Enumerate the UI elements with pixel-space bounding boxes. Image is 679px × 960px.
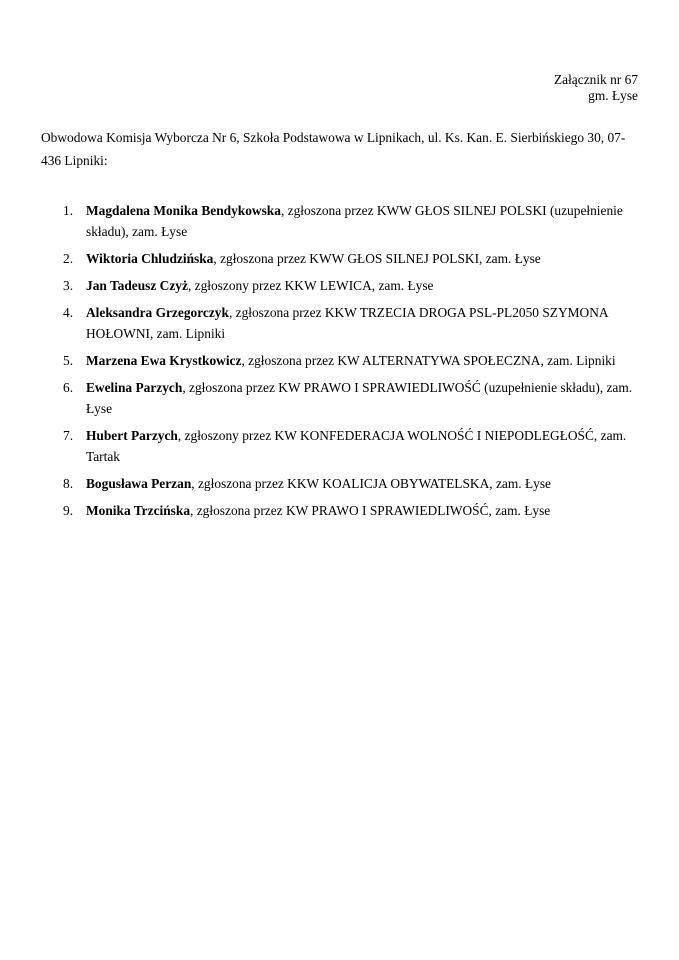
member-details: , zgłoszony przez KKW LEWICA, zam. Łyse [187,278,434,293]
member-name: Hubert Parzych [86,428,178,443]
member-details: , zgłoszona przez KKW TRZECIA DROGA PSL-PL2050 SZYMONA HOŁOWNI, zam. Lipniki [86,305,608,341]
list-item [41,275,641,296]
member-details: , zgłoszona przez KW PRAWO I SPRAWIEDLIWOŚĆ (uzupełnienie składu), zam. Łyse [86,380,633,416]
list-item-number: 3. [63,278,74,293]
member-name: Monika Trzcińska [86,503,191,518]
member-name: Wiktoria Chludzińska [86,251,214,266]
member-details: , zgłoszona przez KW ALTERNATYWA SPOŁECZNA, zam. Lipniki [241,353,616,368]
list-item [41,425,641,467]
municipality-label: gm. Łyse [588,88,638,103]
list-item [41,473,641,494]
list-item-number: 8. [63,476,74,491]
member-details: , zgłoszony przez KW KONFEDERACJA WOLNOŚĆ I NIEPODLEGŁOŚĆ, zam. Tartak [86,428,627,464]
annex-number: Załącznik nr 67 [553,72,638,87]
list-item [41,500,641,521]
member-name: Bogusława Perzan [86,476,192,491]
commission-description: Obwodowa Komisja Wyborcza Nr 6, Szkoła Podstawowa w Lipnikach, ul. Ks. Kan. E. Sierbińskiego 30, 07-436 Lipniki: [41,130,626,168]
list-item [41,248,641,269]
list-item [41,302,641,344]
list-item-number: 4. [63,305,74,320]
member-name: Magdalena Monika Bendykowska [86,203,281,218]
member-details: , zgłoszona przez KWW GŁOS SILNEJ POLSKI (uzupełnienie składu), zam. Łyse [86,203,623,239]
member-details: , zgłoszona przez KKW KOALICJA OBYWATELSKA, zam. Łyse [191,476,551,491]
list-item-number: 2. [63,251,74,266]
list-item-number: 6. [63,380,74,395]
list-item [41,377,641,419]
list-item-number: 5. [63,353,74,368]
members-list [41,200,641,527]
list-item-number: 1. [63,203,74,218]
member-details: , zgłoszona przez KW PRAWO I SPRAWIEDLIWOŚĆ, zam. Łyse [190,503,551,518]
member-name: Ewelina Parzych [86,380,183,395]
member-details: , zgłoszona przez KWW GŁOS SILNEJ POLSKI, zam. Łyse [213,251,541,266]
list-item-number: 7. [63,428,74,443]
list-item-number: 9. [63,503,74,518]
list-item [41,200,641,242]
member-name: Marzena Ewa Krystkowicz [86,353,242,368]
member-name: Aleksandra Grzegorczyk [86,305,229,320]
annex-header [554,72,638,104]
member-name: Jan Tadeusz Czyż [86,278,188,293]
list-item [41,350,641,371]
